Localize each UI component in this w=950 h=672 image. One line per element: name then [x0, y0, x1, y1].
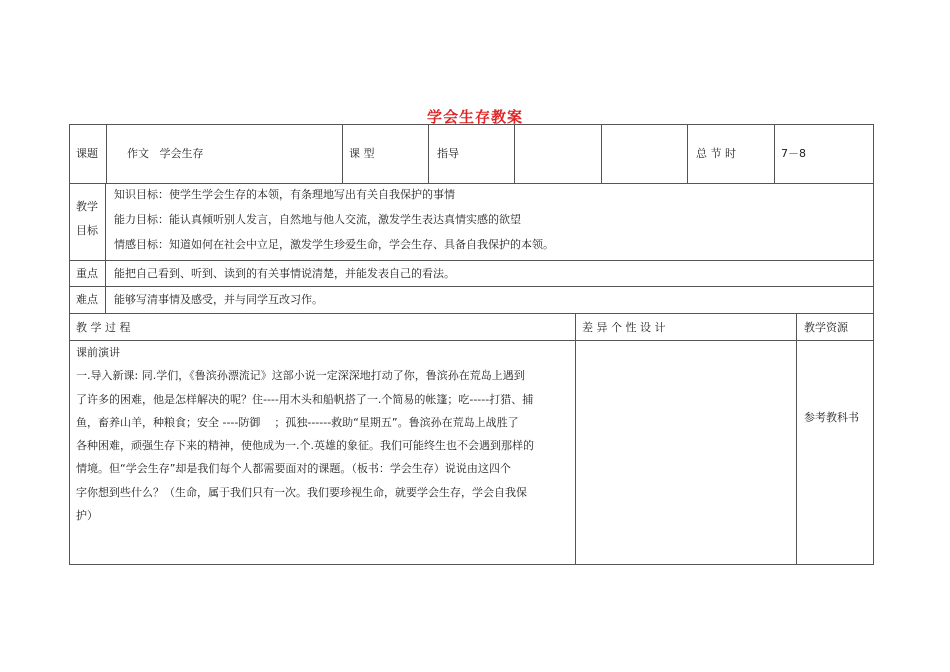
page-title: 学会生存教案 — [426, 108, 523, 126]
process-text — [76, 341, 576, 527]
process-line: 护） — [76, 509, 98, 523]
objective-emotion: 情感目标：知道如何在社会中立足，激发学生珍爱生命，学会生存、具备自我保护的本领。 — [114, 238, 554, 251]
process-line: 了许多的困难，他是怎样解决的呢？住----用木头和船帆搭了一.个简易的帐篷；吃-----打猎、捕 — [76, 392, 534, 406]
difficulty-row — [69, 287, 874, 314]
hours-value: 7－8 — [781, 147, 806, 160]
process-header: 教 学 过 程 — [76, 321, 131, 334]
process-line: 情境。但“学会生存”却是我们每个人都需要面对的课题。（板书：学会生存）说说由这四个 — [76, 462, 511, 476]
hours-label-cell — [687, 125, 774, 183]
type-value: 指导 — [437, 147, 459, 160]
resources-header-cell — [796, 314, 873, 340]
objectives-label-cell — [70, 184, 106, 260]
blank-cell-1 — [514, 125, 601, 183]
objective-knowledge: 知识目标：使学生学会生存的本领，有条理地写出有关自我保护的事情 — [114, 188, 455, 201]
topic-cell — [106, 125, 376, 183]
objectives-label-2: 目标 — [76, 224, 98, 237]
difficulty-label: 难点 — [76, 293, 98, 306]
resource-text: 参考教科书 — [804, 411, 859, 424]
resources-header: 教学资源 — [804, 321, 848, 334]
process-line: 字你想到些什么？（生命，属于我们只有一次。我们要珍视生命，就要学会生存，学会自我保 — [76, 485, 527, 499]
key-point-row — [69, 261, 874, 287]
process-header-row — [69, 314, 874, 341]
differentiation-header: 差 异 个 性 设 计 — [582, 321, 666, 334]
process-line: 各种困难，顽强生存下来的精神，使他成为一.个.英雄的象征。我们可能终生也不会遇到那样的 — [76, 439, 534, 453]
key-point-label-cell — [70, 261, 106, 286]
hours-label: 总 节 时 — [696, 147, 736, 160]
key-point-label: 重点 — [76, 267, 98, 280]
topic-value: 作文 学会生存 — [127, 147, 204, 160]
objectives-label-1: 教学 — [76, 200, 98, 213]
header-row — [69, 124, 874, 184]
process-body-row — [69, 341, 874, 565]
process-line: 一.导入新课: 同.学们，《鲁滨孙漂流记》这部小说一定深深地打动了你，鲁滨孙在荒岛上遇到 — [76, 369, 525, 383]
key-point-text: 能把自己看到、听到、读到的有关事情说清楚，并能发表自己的看法。 — [114, 267, 455, 280]
hours-value-cell — [774, 125, 873, 183]
type-label: 课 型 — [349, 147, 375, 160]
differentiation-cell — [575, 341, 796, 564]
objectives-row — [69, 184, 874, 261]
process-line: 课前演讲 — [76, 346, 120, 359]
difficulty-text: 能够写清事情及感受，并与同学互改习作。 — [114, 293, 323, 306]
type-label-cell — [342, 125, 428, 183]
blank-cell-2 — [601, 125, 687, 183]
topic-label: 课题 — [76, 147, 98, 160]
resources-cell — [796, 341, 873, 564]
type-value-cell — [428, 125, 514, 183]
objective-ability: 能力目标：能认真倾听别人发言，自然地与他人交流，激发学生表达真情实感的欲望 — [114, 213, 521, 226]
process-line: 鱼，畜养山羊，种粮食；安全 ----防御 ；孤独------救助“星期五”。鲁滨孙在荒岛上战胜了 — [76, 415, 519, 429]
differentiation-header-cell — [575, 314, 796, 340]
difficulty-label-cell — [70, 287, 106, 313]
